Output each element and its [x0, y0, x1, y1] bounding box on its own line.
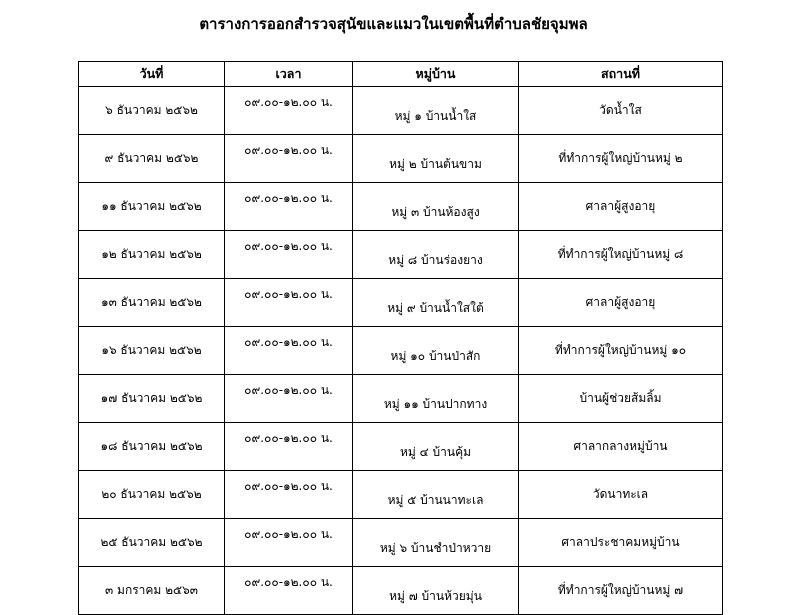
date-cell: ๑๘ ธันวาคม ๒๕๖๒ [79, 423, 225, 471]
place-cell: ที่ทำการผู้ใหญ่บ้านหมู่ ๘ [519, 231, 723, 279]
survey-schedule-table [78, 61, 723, 615]
time-cell: ๐๙.๐๐-๑๒.๐๐ น. [225, 327, 353, 375]
place-cell: ที่ทำการผู้ใหญ่บ้านหมู่ ๒ [519, 135, 723, 183]
date-cell: ๙ ธันวาคม ๒๕๖๒ [79, 135, 225, 183]
village-cell: หมู่ ๗ บ้านห้วยมุ่น [353, 567, 519, 615]
date-cell: ๑๖ ธันวาคม ๒๕๖๒ [79, 327, 225, 375]
time-cell: ๐๙.๐๐-๑๒.๐๐ น. [225, 183, 353, 231]
header-date: วันที่ [79, 62, 225, 87]
place-cell: ที่ทำการผู้ใหญ่บ้านหมู่ ๑๐ [519, 327, 723, 375]
time-cell: ๐๙.๐๐-๑๒.๐๐ น. [225, 279, 353, 327]
header-time: เวลา [225, 62, 353, 87]
time-cell: ๐๙.๐๐-๑๒.๐๐ น. [225, 519, 353, 567]
time-cell: ๐๙.๐๐-๑๒.๐๐ น. [225, 135, 353, 183]
place-cell: ศาลากลางหมู่บ้าน [519, 423, 723, 471]
header-village: หมู่บ้าน [353, 62, 519, 87]
date-cell: ๓ มกราคม ๒๕๖๓ [79, 567, 225, 615]
date-cell: ๒๕ ธันวาคม ๒๕๖๒ [79, 519, 225, 567]
village-cell: หมู่ ๕ บ้านนาทะเล [353, 471, 519, 519]
table-row [79, 87, 723, 135]
table-row [79, 327, 723, 375]
date-cell: ๑๑ ธันวาคม ๒๕๖๒ [79, 183, 225, 231]
document-title: ตารางการออกสำรวจสุนัขและแมวในเขตพื้นที่ตำบลชัยจุมพล [199, 15, 588, 33]
table-row [79, 423, 723, 471]
village-cell: หมู่ ๙ บ้านน้ำใสใต้ [353, 279, 519, 327]
table-row [79, 279, 723, 327]
table-row [79, 471, 723, 519]
date-cell: ๑๒ ธันวาคม ๒๕๖๒ [79, 231, 225, 279]
time-cell: ๐๙.๐๐-๑๒.๐๐ น. [225, 471, 353, 519]
place-cell: ที่ทำการผู้ใหญ่บ้านหมู่ ๗ [519, 567, 723, 615]
place-cell: ศาลาผู้สูงอายุ [519, 279, 723, 327]
village-cell: หมู่ ๖ บ้านชำป่าหวาย [353, 519, 519, 567]
village-cell: หมู่ ๑ บ้านน้ำใส [353, 87, 519, 135]
header-row [79, 62, 723, 87]
village-cell: หมู่ ๘ บ้านร่องยาง [353, 231, 519, 279]
table-row [79, 231, 723, 279]
village-cell: หมู่ ๑๐ บ้านป่าสัก [353, 327, 519, 375]
table-row [79, 183, 723, 231]
time-cell: ๐๙.๐๐-๑๒.๐๐ น. [225, 567, 353, 615]
place-cell: ศาลาประชาคมหมู่บ้าน [519, 519, 723, 567]
date-cell: ๖ ธันวาคม ๒๕๖๒ [79, 87, 225, 135]
place-cell: บ้านผู้ช่วยส้มลิ้ม [519, 375, 723, 423]
time-cell: ๐๙.๐๐-๑๒.๐๐ น. [225, 87, 353, 135]
time-cell: ๐๙.๐๐-๑๒.๐๐ น. [225, 423, 353, 471]
place-cell: วัดน้ำใส [519, 87, 723, 135]
village-cell: หมู่ ๓ บ้านห้องสูง [353, 183, 519, 231]
table-body [79, 87, 723, 615]
date-cell: ๑๓ ธันวาคม ๒๕๖๒ [79, 279, 225, 327]
date-cell: ๒๐ ธันวาคม ๒๕๖๒ [79, 471, 225, 519]
village-cell: หมู่ ๔ บ้านคุ้ม [353, 423, 519, 471]
village-cell: หมู่ ๒ บ้านต้นขาม [353, 135, 519, 183]
table-row [79, 519, 723, 567]
date-cell: ๑๗ ธันวาคม ๒๕๖๒ [79, 375, 225, 423]
village-cell: หมู่ ๑๑ บ้านปากทาง [353, 375, 519, 423]
time-cell: ๐๙.๐๐-๑๒.๐๐ น. [225, 375, 353, 423]
table-row [79, 375, 723, 423]
header-place: สถานที่ [519, 62, 723, 87]
table-row [79, 135, 723, 183]
place-cell: ศาลาผู้สูงอายุ [519, 183, 723, 231]
time-cell: ๐๙.๐๐-๑๒.๐๐ น. [225, 231, 353, 279]
place-cell: วัดนาทะเล [519, 471, 723, 519]
table-header [79, 62, 723, 87]
table-row [79, 567, 723, 615]
